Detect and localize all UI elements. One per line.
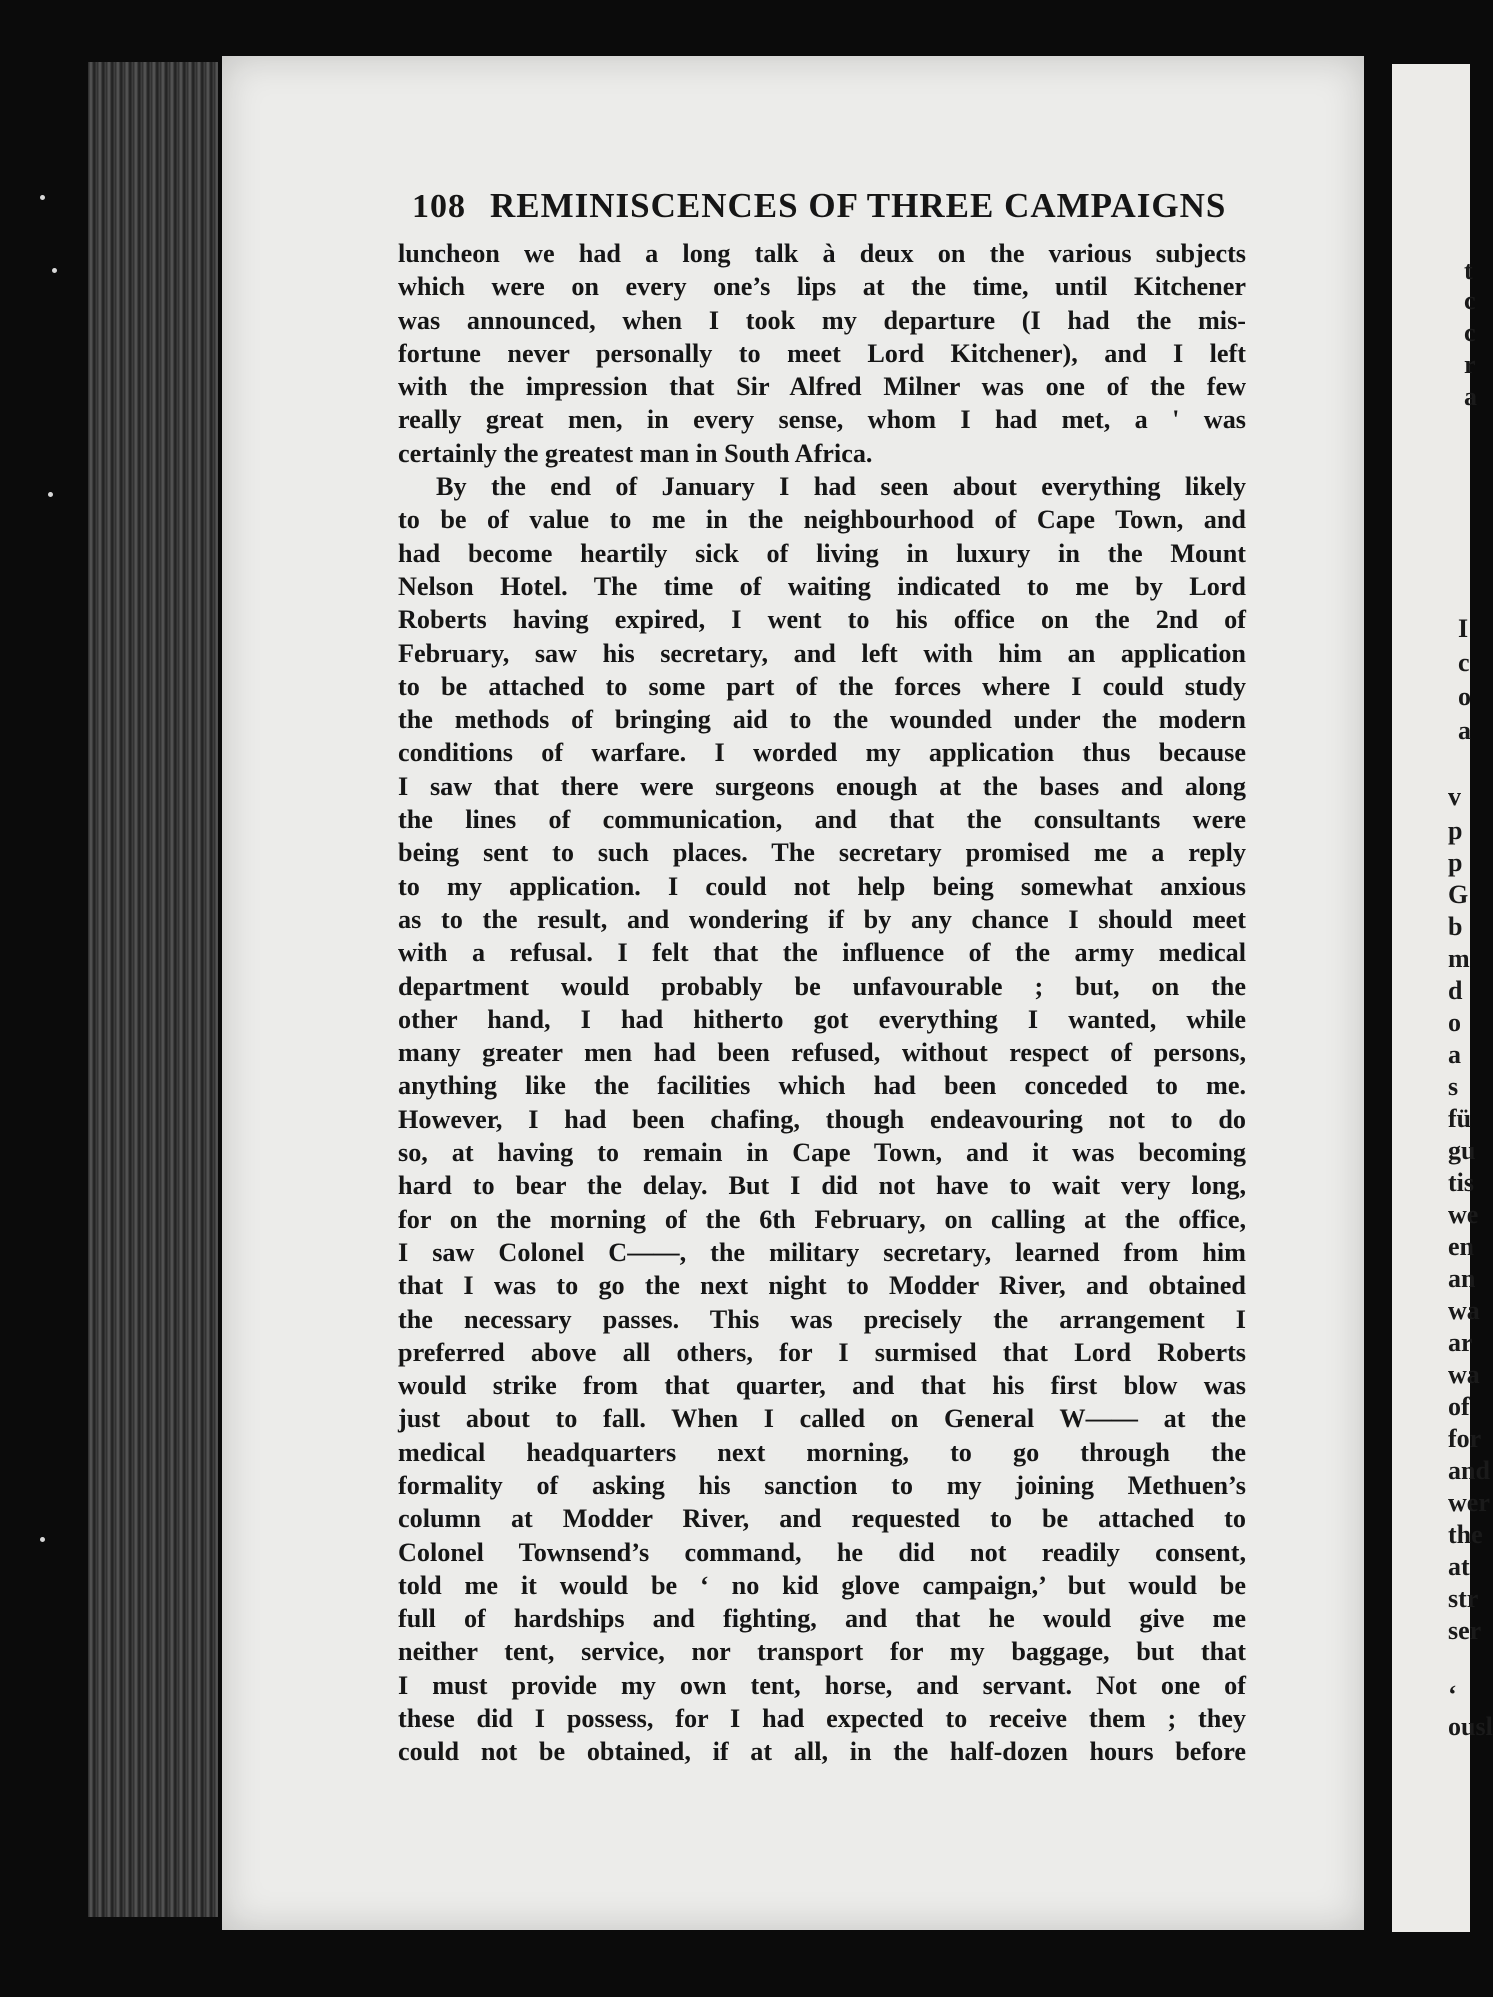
facing-page-fragment: I bbox=[1458, 614, 1469, 643]
facing-page-fragment: p bbox=[1448, 816, 1463, 845]
text-line: just about to fall. When I called on General W—— at the bbox=[398, 1404, 1246, 1434]
text-line: column at Modder River, and requested to be attached to bbox=[398, 1504, 1246, 1534]
running-title: REMINISCENCES OF THREE CAMPAIGNS bbox=[490, 186, 1227, 225]
text-line: preferred above all others, for I surmised that Lord Roberts bbox=[398, 1337, 1246, 1367]
text-line: hard to bear the delay. But I did not have to wait very long, bbox=[398, 1171, 1246, 1201]
text-line: so, at having to remain in Cape Town, and it was becoming bbox=[398, 1138, 1246, 1168]
text-line: was announced, when I took my departure (I had the mis- bbox=[398, 305, 1246, 335]
text-line: I saw that there were surgeons enough at the bases and along bbox=[398, 771, 1246, 801]
page-number: 108 bbox=[412, 188, 466, 225]
text-line: neither tent, service, nor transport for my baggage, but that bbox=[398, 1637, 1246, 1667]
page-header bbox=[412, 186, 1246, 234]
facing-page bbox=[1392, 64, 1493, 1932]
text-line: many greater men had been refused, without respect of persons, bbox=[398, 1038, 1246, 1068]
facing-page-fragment: m bbox=[1448, 944, 1470, 973]
text-line: for on the morning of the 6th February, on calling at the office, bbox=[398, 1204, 1246, 1234]
text-line: certainly the greatest man in South Africa. bbox=[398, 438, 873, 468]
text-line: to be of value to me in the neighbourhood of Cape Town, and bbox=[398, 505, 1246, 535]
text-line: being sent to such places. The secretary promised me a reply bbox=[398, 838, 1246, 868]
text-line: would strike from that quarter, and that his first blow was bbox=[398, 1371, 1246, 1401]
facing-page-fragment: c bbox=[1464, 318, 1476, 347]
facing-page-fragment: a bbox=[1458, 716, 1471, 745]
text-line: the lines of communication, and that the consultants were bbox=[398, 805, 1246, 835]
facing-page-fragment: ar bbox=[1448, 1328, 1473, 1357]
facing-page-fragment: wer bbox=[1448, 1488, 1490, 1517]
facing-page-fragment: for bbox=[1448, 1424, 1482, 1453]
text-line: department would probably be unfavourable ; but, on the bbox=[398, 971, 1246, 1001]
facing-page-fragment: p bbox=[1448, 848, 1463, 877]
text-line: medical headquarters next morning, to go through the bbox=[398, 1437, 1246, 1467]
text-line: had become heartily sick of living in luxury in the Mount bbox=[398, 538, 1246, 568]
text-line: Roberts having expired, I went to his office on the 2nd of bbox=[398, 605, 1246, 635]
text-line: However, I had been chafing, though endeavouring not to do bbox=[398, 1104, 1246, 1134]
facing-page-fragment: t bbox=[1464, 256, 1473, 285]
facing-page-fragment: ‘ bbox=[1448, 1680, 1457, 1709]
dust-speck bbox=[48, 492, 53, 497]
text-line: formality of asking his sanction to my joining Methuen’s bbox=[398, 1470, 1246, 1500]
dust-speck bbox=[40, 195, 45, 200]
facing-page-fragment: ser bbox=[1448, 1616, 1482, 1645]
facing-page-fragment: and bbox=[1448, 1456, 1490, 1485]
text-line: conditions of warfare. I worded my application thus because bbox=[398, 738, 1246, 768]
facing-page-fragment: of bbox=[1448, 1392, 1470, 1421]
text-line: that I was to go the next night to Modder River, and obtained bbox=[398, 1271, 1246, 1301]
text-line: with a refusal. I felt that the influence of the army medical bbox=[398, 938, 1246, 968]
facing-page-fragment: s bbox=[1448, 1072, 1459, 1101]
facing-page-fragment: we bbox=[1448, 1200, 1479, 1229]
facing-page-fragment: at bbox=[1448, 1552, 1470, 1581]
text-line: with the impression that Sir Alfred Milner was one of the few bbox=[398, 372, 1246, 402]
text-line: really great men, in every sense, whom I had met, a ' was bbox=[398, 405, 1246, 435]
facing-page-fragment: an bbox=[1448, 1264, 1476, 1293]
text-line: which were on every one’s lips at the time, until Kitchener bbox=[398, 272, 1246, 302]
facing-page-fragment: str bbox=[1448, 1584, 1479, 1613]
text-line: could not be obtained, if at all, in the half-dozen hours before bbox=[398, 1737, 1246, 1767]
dust-speck bbox=[52, 268, 57, 273]
facing-page-fragment: tis bbox=[1448, 1168, 1474, 1197]
facing-page-fragment: gu bbox=[1448, 1136, 1476, 1165]
text-line: I saw Colonel C——, the military secretary, learned from him bbox=[398, 1237, 1246, 1267]
facing-page-fragment: the bbox=[1448, 1520, 1483, 1549]
facing-page-fragment: wa bbox=[1448, 1296, 1480, 1325]
facing-page-fragment: wa bbox=[1448, 1360, 1480, 1389]
body-text bbox=[398, 237, 1246, 1769]
facing-page-fragment: o bbox=[1448, 1008, 1461, 1037]
text-line: as to the result, and wondering if by any chance I should meet bbox=[398, 904, 1246, 934]
facing-page-fragment: en bbox=[1448, 1232, 1474, 1261]
facing-page-fragment: a bbox=[1448, 1040, 1461, 1069]
text-line: full of hardships and fighting, and that he would give me bbox=[398, 1604, 1246, 1634]
facing-page-fragment: b bbox=[1448, 912, 1463, 941]
text-line: Nelson Hotel. The time of waiting indicated to me by Lord bbox=[398, 571, 1246, 601]
text-line: February, saw his secretary, and left with him an application bbox=[398, 638, 1246, 668]
facing-page-fragment: r bbox=[1464, 350, 1476, 379]
text-line: the methods of bringing aid to the wounded under the modern bbox=[398, 705, 1246, 735]
text-line: By the end of January I had seen about everything likely bbox=[436, 472, 1246, 502]
text-line: fortune never personally to meet Lord Kitchener), and I left bbox=[398, 338, 1246, 368]
facing-page-fragment: a bbox=[1464, 382, 1477, 411]
facing-page-fragment: d bbox=[1448, 976, 1463, 1005]
text-line: told me it would be ‘ no kid glove campaign,’ but would be bbox=[398, 1570, 1246, 1600]
facing-page-fragment: o bbox=[1458, 682, 1471, 711]
facing-page-fragment: G bbox=[1448, 880, 1469, 909]
text-line: anything like the facilities which had been conceded to me. bbox=[398, 1071, 1246, 1101]
dust-speck bbox=[40, 1537, 45, 1542]
facing-page-fragment: c bbox=[1464, 286, 1476, 315]
text-line: the necessary passes. This was precisely the arrangement I bbox=[398, 1304, 1246, 1334]
book-page-edges bbox=[88, 62, 218, 1917]
text-line: Colonel Townsend’s command, he did not readily consent, bbox=[398, 1537, 1246, 1567]
text-line: these did I possess, for I had expected to receive them ; they bbox=[398, 1704, 1246, 1734]
text-line: other hand, I had hitherto got everything I wanted, while bbox=[398, 1004, 1246, 1034]
text-line: to my application. I could not help being somewhat anxious bbox=[398, 871, 1246, 901]
text-line: I must provide my own tent, horse, and servant. Not one of bbox=[398, 1670, 1246, 1700]
facing-page-fragment: fü bbox=[1448, 1104, 1472, 1133]
facing-page-fragment: ousl bbox=[1448, 1712, 1493, 1741]
facing-page-fragment: v bbox=[1448, 782, 1461, 811]
text-line: luncheon we had a long talk à deux on the various subjects bbox=[398, 239, 1246, 268]
facing-page-fragment: c bbox=[1458, 648, 1470, 677]
text-line: to be attached to some part of the forces where I could study bbox=[398, 671, 1246, 701]
